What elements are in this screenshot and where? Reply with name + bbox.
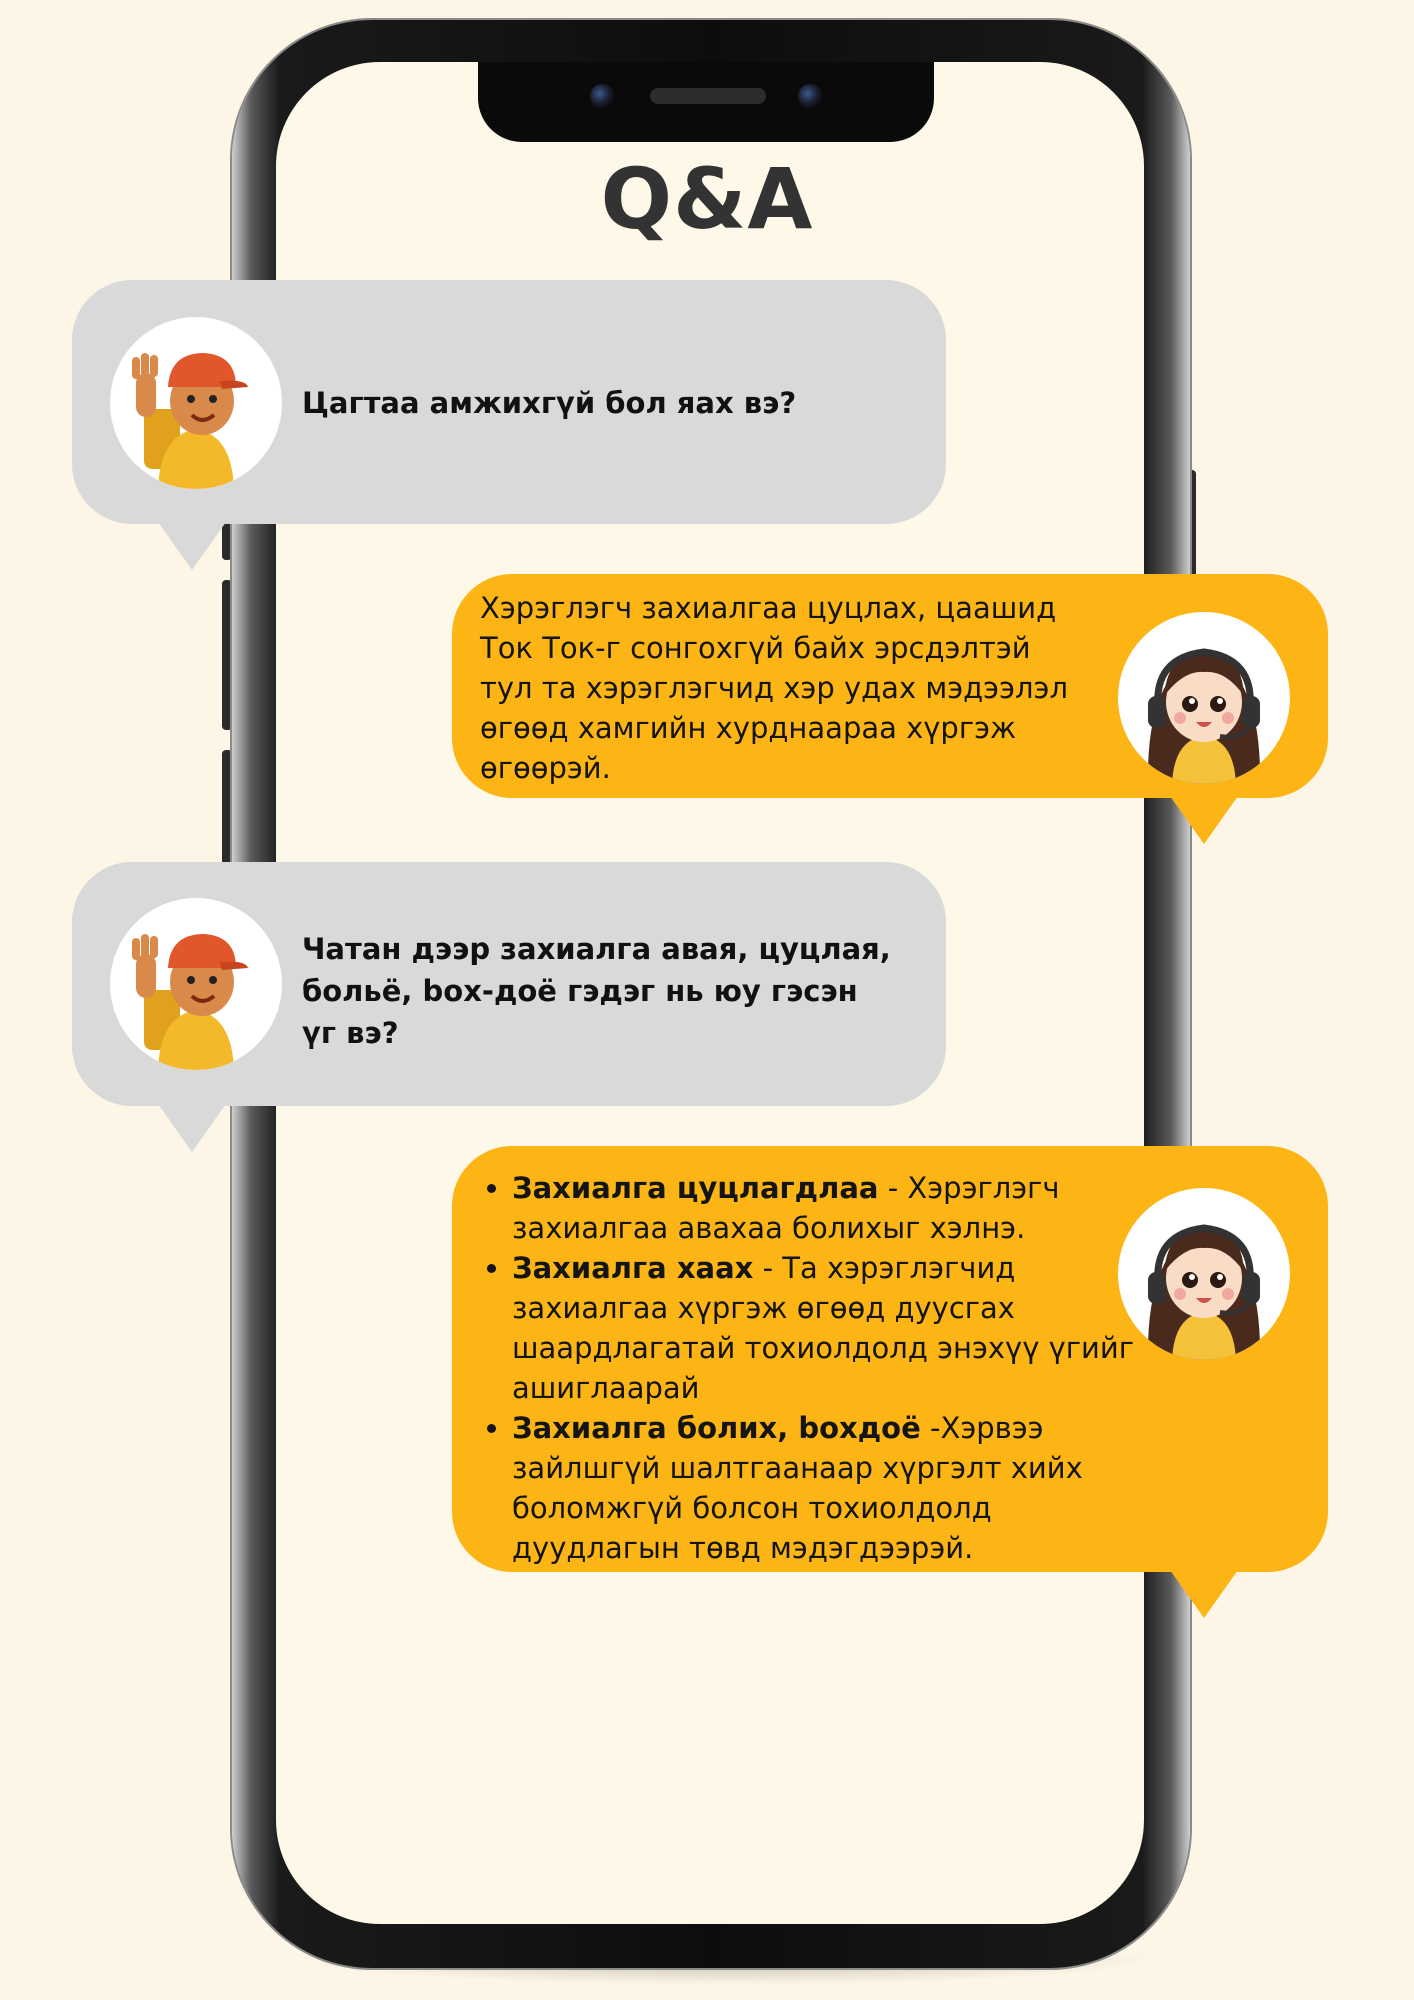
term-label: Захиалга болих, boxдоё bbox=[512, 1411, 921, 1445]
term-label: Захиалга цуцлагдлаа bbox=[512, 1171, 879, 1205]
term-label: Захиалга хаах bbox=[512, 1251, 754, 1285]
answer-list bbox=[464, 1168, 1142, 1568]
bubble-tail bbox=[158, 1104, 226, 1152]
courier-waving-icon bbox=[110, 898, 282, 1070]
question-text: Цагтаа амжихгүй бол яах вэ? bbox=[302, 386, 797, 420]
bubble-tail bbox=[1170, 1570, 1238, 1618]
support-agent-headset-icon bbox=[1118, 1188, 1290, 1360]
page-title: Q&A bbox=[600, 150, 814, 248]
courier-waving-icon bbox=[110, 317, 282, 489]
term-description: - Та хэрэглэгчид захиалгаа хүргэж өгөөд дуусгах шаардлагатай тохиолдолд энэхүү үгийг ашиглаарай bbox=[512, 1251, 1134, 1405]
term-description: -Хэрвээ зайлшгүй шалтгаанаар хүргэлт хийх боломжгүй болсон тохиолдолд дуудлагын төвд мэдэгдээрэй. bbox=[512, 1411, 1083, 1565]
list-item bbox=[512, 1248, 1142, 1408]
earpiece-speaker bbox=[650, 88, 766, 104]
bubble-tail bbox=[158, 522, 226, 570]
support-agent-headset-icon bbox=[1118, 612, 1290, 784]
front-camera-icon bbox=[590, 84, 614, 108]
volume-button bbox=[222, 580, 232, 730]
bubble-tail bbox=[1170, 796, 1238, 844]
term-description: - Хэрэглэгч захиалгаа авахаа болихыг хэлнэ. bbox=[512, 1171, 1060, 1245]
answer-text: Хэрэглэгч захиалгаа цуцлах, цаашид Ток Ток-г сонгохгүй байх эрсдэлтэй тул та хэрэглэгчид хэр удах мэдээлэл өгөөд хамгийн хурднаараа хүргэж өгөөрэй. bbox=[480, 591, 1069, 785]
sensor-icon bbox=[798, 84, 822, 108]
question-text: Чатан дээр захиалга авая, цуцлая, больё, box-доё гэдэг нь юу гэсэн үг вэ? bbox=[302, 932, 891, 1050]
list-item bbox=[512, 1168, 1142, 1248]
list-item bbox=[512, 1408, 1142, 1568]
